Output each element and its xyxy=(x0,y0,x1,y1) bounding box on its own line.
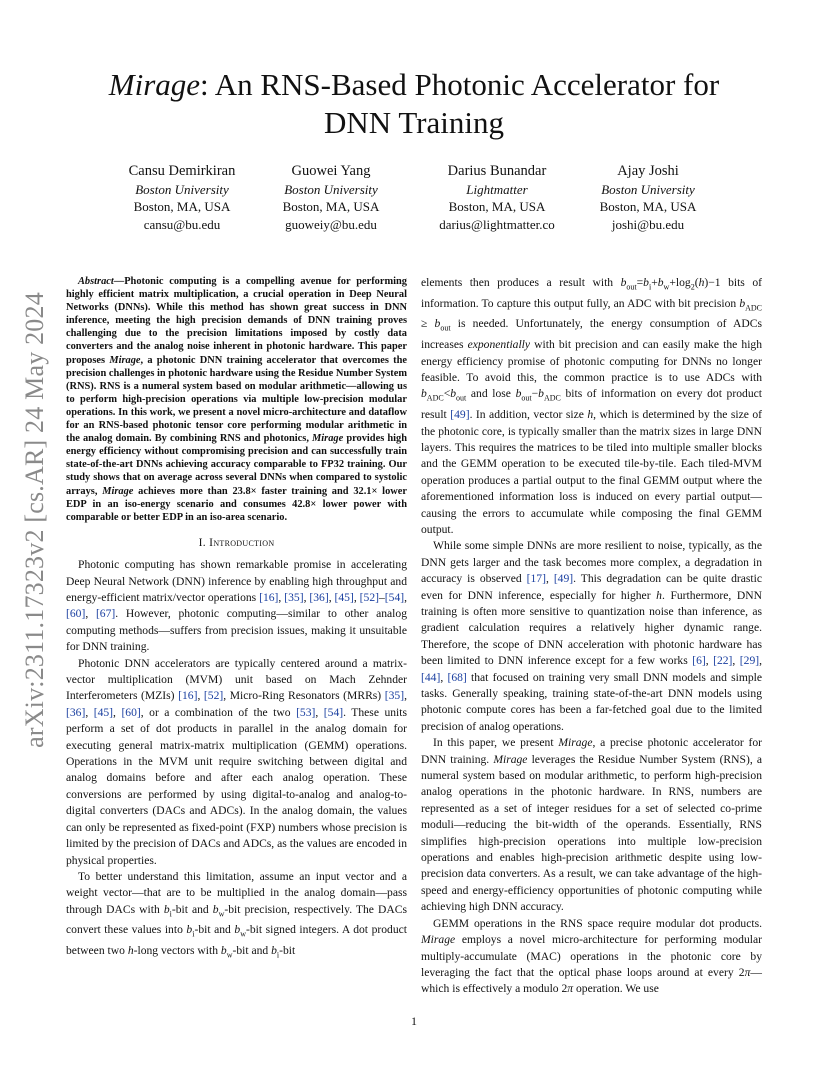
math-symbol: h xyxy=(587,408,594,422)
citation-link[interactable]: [35] xyxy=(384,689,405,703)
math-symbol: h xyxy=(656,588,662,602)
author-name: Darius Bunandar xyxy=(447,163,547,179)
author-block xyxy=(412,163,582,233)
citation-link[interactable]: [16] xyxy=(178,689,198,703)
author-email: joshi@bu.edu xyxy=(611,216,685,232)
paragraph: Photonic DNN accelerators are typically centered around a matrix-vector multiplication (MVM) unit based on Mach Zehnder Interferometers (MZIs) [16], [52], Micro-Ring Resonators (MRRs) [35], [36], [45], [60], or a combination of the two [53], [54]. These units perform a set of dot products in parallel in the analog domain for executing general matrix-matrix multiplication (GEMM) operations. Operations in the MVM unit require switching between digital and analog domains before and after each analog operation. These conversions are performed by using digital-to-analog and analog-to-digital converters (DACs and ADCs). In the analog domain, the values can only be represented as fixed-point (FXP) numbers whose precision is limited by the precision of DACs and ADCs, as the values are encoded in physical properties. xyxy=(66,656,408,867)
citation-link[interactable]: [60] xyxy=(121,705,141,719)
paper-title xyxy=(60,66,768,142)
citation-link[interactable]: [53] xyxy=(296,705,316,719)
author-affiliation: Boston University xyxy=(601,181,695,197)
math-symbol: b xyxy=(220,944,227,958)
math-subscript: w xyxy=(218,909,225,919)
abstract xyxy=(66,275,407,524)
citation-link[interactable]: [45] xyxy=(93,705,114,719)
citation-link[interactable]: [16] xyxy=(259,591,279,604)
author-email: darius@lightmatter.co xyxy=(439,216,555,232)
math-subscript: out xyxy=(626,282,637,292)
arxiv-watermark xyxy=(14,270,56,770)
math-symbol: b xyxy=(450,387,457,401)
emphasis: Mirage xyxy=(493,752,528,766)
section-number: I. xyxy=(198,535,206,549)
math-symbol: h xyxy=(127,944,134,958)
abstract-label: Abstract xyxy=(78,276,114,287)
author-location: Boston, MA, USA xyxy=(133,199,231,214)
emphasis: exponentially xyxy=(467,338,531,352)
author-location: Boston, MA, USA xyxy=(282,199,380,214)
citation-link[interactable]: [54] xyxy=(323,705,344,719)
math-symbol: b xyxy=(515,387,522,401)
author-name: Cansu Demirkiran xyxy=(128,163,236,179)
math-symbol: h xyxy=(698,276,705,289)
math-subscript: w xyxy=(240,929,246,939)
author-block xyxy=(563,163,733,233)
math-subscript: 2 xyxy=(690,282,695,292)
abstract-emphasis: Mirage xyxy=(312,433,344,445)
paragraph: In this paper, we present Mirage, a precise photonic accelerator for DNN training. Mirage leverages the Residue Number System (RNS), a numeral system based on modular arithmetic, to perform high-precision analog operations in the photonic hardware. In RNS, numbers are represented as a set of integer residues for a set of selected co-prime moduli—reducing the bit-width of the operands. Essentially, RNS simplifies high-precision operations into multiple low-precision operations and enables high-precision arithmetic despite using low-precision data converters. As a result, we can take advantage of the high-speed and energy-efficiency opportunities of photonic computing while achieving high DNN accuracy. xyxy=(421,736,762,914)
math-subscript: i xyxy=(276,950,280,960)
abstract-text: provides high energy efficiency without compromising precision and can successfully train state-of-the-art DNNs achieving accuracy comparable to FP32 training. Our study shows that on average across several DNNs when compared to systolic arrays, xyxy=(66,433,407,497)
citation-link[interactable]: [29] xyxy=(739,654,760,668)
title-emphasis: Mirage xyxy=(108,67,201,102)
author-name: Ajay Joshi xyxy=(617,163,679,179)
abstract-emphasis: Mirage xyxy=(102,485,134,497)
author-email: cansu@bu.edu xyxy=(143,216,221,232)
left-column xyxy=(66,275,407,964)
page-number: 1 xyxy=(411,1014,417,1028)
math-symbol: b xyxy=(434,317,441,331)
author-affiliation: Boston University xyxy=(135,181,229,197)
math-subscript: ADC xyxy=(745,303,762,313)
citation-link[interactable]: [44] xyxy=(421,670,441,684)
math-symbol: π xyxy=(567,982,574,996)
math-symbol: b xyxy=(739,296,746,310)
math-subscript: out xyxy=(521,393,532,403)
math-symbol: b xyxy=(212,902,219,916)
author-block xyxy=(97,163,267,233)
math-symbol: π xyxy=(744,965,751,979)
paragraph: GEMM operations in the RNS space require modular dot products. Mirage employs a novel micro-architecture for performing modular multiply-accumulate (MAC) operations in the photonic core by leveraging the fact that the optical phase loops around at every 2π—which is effectively a modulo 2π operation. We use xyxy=(421,916,762,996)
citation-link[interactable]: [45] xyxy=(334,591,354,604)
emphasis: Mirage xyxy=(558,736,593,750)
author-email: guoweiy@bu.edu xyxy=(285,216,377,232)
author-affiliation: Lightmatter xyxy=(466,181,528,197)
author-location: Boston, MA, USA xyxy=(448,199,546,214)
paragraph: While some simple DNNs are more resilient to noise, typically, as the DNN gets larger and the task becomes more complex, a degradation in accuracy is observed [17], [49]. This degradation can be quite drastic even for DNN inference, especially for higher h. Furthermore, DNN training is often more sensitive to quantization noise than inference, as gradient calculation requires a relatively higher dynamic range. Therefore, the scope of DNN acceleration with photonic hardware has been limited to DNN inference except for a few works [6], [22], [29], [44], [68] that focused on training very small DNN models and simple tasks. Generally speaking, training state-of-the-art DNN models using photonic compute cores has been a far-fetched goal due to the limited precision of analog operations. xyxy=(421,539,763,733)
math-symbol: b xyxy=(163,902,170,916)
title-line2: DNN Training xyxy=(323,105,504,140)
citation-link[interactable]: [22] xyxy=(713,654,733,668)
citation-link[interactable]: [52] xyxy=(359,591,379,604)
math-symbol: b xyxy=(234,923,241,937)
math-symbol: b xyxy=(643,276,649,289)
citation-link[interactable]: [49] xyxy=(553,572,574,586)
math-symbol: b xyxy=(186,923,193,937)
arxiv-identifier: arXiv:2311.17323v2 [cs.AR] 24 May 2024 xyxy=(20,292,49,748)
author-name: Guowei Yang xyxy=(291,163,371,179)
citation-link[interactable]: [36] xyxy=(309,591,329,604)
math-subscript: ADC xyxy=(426,393,444,403)
citation-link[interactable]: [60] xyxy=(66,607,86,621)
author-block xyxy=(246,163,416,233)
math-subscript: i xyxy=(648,282,652,292)
math-subscript: ADC xyxy=(543,393,561,403)
author-location: Boston, MA, USA xyxy=(599,199,697,214)
citation-link[interactable]: [49] xyxy=(450,408,470,422)
abstract-text: achieves more than 23.8× faster training and 32.1× lower EDP in an iso-energy scenario and consumes 42.8× lower power with comparable or better EDP in an iso-area scenario. xyxy=(66,485,407,523)
math-subscript: i xyxy=(192,929,195,939)
paragraph: elements then produces a result with $b_{out}=b_i+b_w+\log_2(h)-1$ bits of information. To capture this output fully, an ADC with bit precision $b_{ADC} \ge b_{out}$ is needed. Unfortunately, the energy consumption of ADCs increases exponentially with bit precision and can easily make the high energy efficiency promise of photonic computing for DNNs no longer feasible. To avoid this, the common practice is to use ADCs with $b_{ADC}<b_{out}$ and lose $b_{out}-b_{ADC}$ bits of information on every dot product result [49]. In addition, vector size h, which is determined by the size of the photonic core, is typically smaller than the matrix sizes in large DNN layers. This requires the matrices to be tiled into multiple smaller blocks and the GEMM operation to be executed tile-by-tile. Each tiled-MVM operation produces a partial output to the final GEMM output where the aforementioned information loss is induced on every partial output—causing the errors to accumulate while composing the final GEMM output. xyxy=(421,276,763,536)
math-symbol: b xyxy=(421,387,427,401)
math-subscript: out xyxy=(456,393,467,403)
math-subscript: out xyxy=(440,323,451,333)
section-title: Introduction xyxy=(209,535,275,549)
citation-link[interactable]: [17] xyxy=(526,572,546,586)
paragraph: Photonic computing has shown remarkable promise in accelerating Deep Neural Network (DNN) inference by enabling high throughput and energy-efficient matrix/vector operations [16], [35], [36], [45], [52]–[54], [60], [67]. However, photonic computing—similar to other analog computing methods—suffers from precision issues, making it unsuitable for DNN training. xyxy=(66,558,408,654)
citation-link[interactable]: [52] xyxy=(203,689,224,703)
author-affiliation: Boston University xyxy=(284,181,378,197)
emphasis: Mirage xyxy=(421,933,456,947)
citation-link[interactable]: [35] xyxy=(284,591,304,604)
section-heading xyxy=(66,535,407,551)
math-symbol: b xyxy=(538,387,544,401)
citation-link[interactable]: [6] xyxy=(692,654,706,668)
abstract-emphasis: Mirage xyxy=(109,354,141,366)
math-subscript: w xyxy=(663,282,670,292)
citation-link[interactable]: [68] xyxy=(447,670,467,684)
citation-link[interactable]: [54] xyxy=(384,591,405,604)
citation-link[interactable]: [67] xyxy=(95,607,116,621)
math-subscript: w xyxy=(226,950,233,960)
right-column xyxy=(421,275,762,998)
math-symbol: b xyxy=(271,944,277,958)
abstract-text: , a photonic DNN training accelerator that overcomes the precision challenges in photonic hardware using the Residue Number System (RNS). RNS is a numeral system based on modular arithmetic—allowing us to perform high-precision operations via multiple low-precision modular operations. In this work, we present a novel micro-architecture and dataflow for an RNS-based photonic tensor core performing modular arithmetic in the analog domain. By combining RNS and photonics, xyxy=(66,354,407,445)
math-symbol: b xyxy=(657,276,664,289)
paragraph: To better understand this limitation, assume an input vector and a weight vector—that are to be multiplied in the analog domain—pass through DACs with $b_i$-bit and $b_w$-bit precision, respectively. The DACs convert these values into $b_i$-bit and $b_w$-bit signed integers. A dot product between two h-long vectors with $b_w$-bit and $b_i$-bit xyxy=(66,869,407,960)
math-symbol: b xyxy=(620,276,627,289)
math-subscript: i xyxy=(169,909,172,919)
title-line1-rest: : An RNS-Based Photonic Accelerator for xyxy=(200,67,720,102)
citation-link[interactable]: [36] xyxy=(66,705,86,719)
abstract-text: —Photonic computing is a compelling avenue for performing highly efficient matrix multiplication, a crucial operation in Deep Neural Networks (DNNs). While this method has shown great success in DNN inference, meeting the high precision demands of DNN training proves challenging due to the precision limitations imposed by costly data converters and the analog noise inherent in photonic hardware. This paper proposes xyxy=(66,276,407,366)
